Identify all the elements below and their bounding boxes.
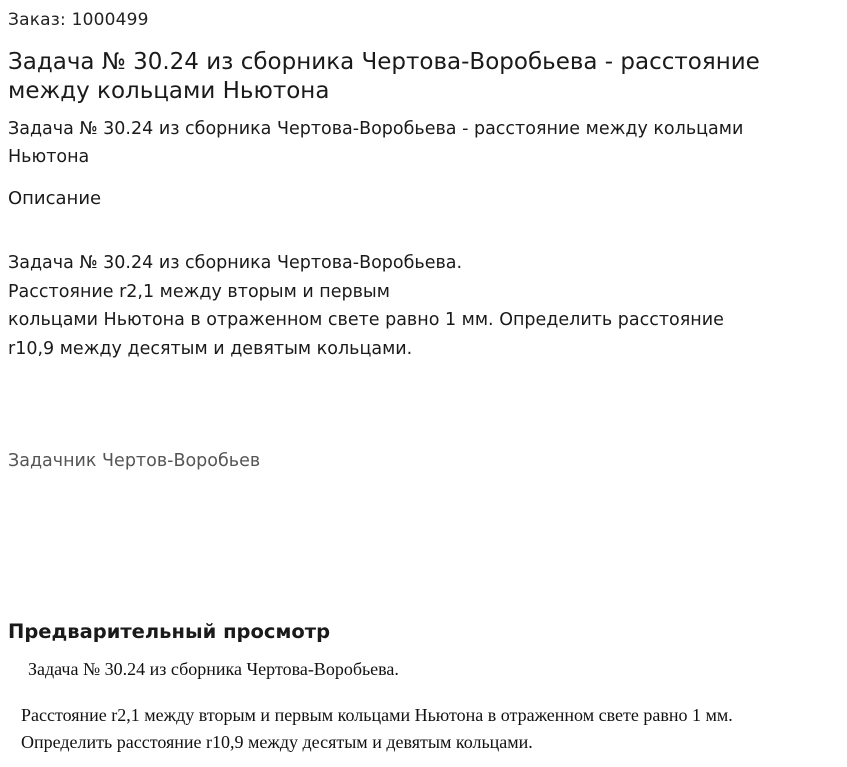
description-line: r10,9 между десятым и девятым кольцами. [8,338,413,359]
description-line: Расстояние r2,1 между вторым и первым [8,281,390,302]
description-body [8,249,828,363]
description-heading: Описание [8,188,102,209]
description-line: кольцами Ньютона в отраженном свете равно 1 мм. Определить расстояние [8,310,724,330]
preview-line: Определить расстояние r10,9 между десятым и девятым кольцами. [21,732,533,752]
description-line: Задача № 30.24 из сборника Чертова-Воробьева. [8,253,463,273]
preview-heading: Предварительный просмотр [8,620,331,643]
category-link[interactable]: Задачник Чертов-Воробьев [8,451,261,471]
product-title: Задача № 30.24 из сборника Чертова-Воробьева - расстояние между кольцами Ньютона [8,49,760,104]
preview-line: Задача № 30.24 из сборника Чертова-Воробьева. [28,659,399,679]
preview-line: Расстояние r2,1 между вторым и первым кольцами Ньютона в отраженном свете равно 1 мм. [21,705,733,725]
order-number: Заказ: 1000499 [8,10,149,30]
product-subtitle: Задача № 30.24 из сборника Чертова-Воробьева - расстояние между кольцами Ньютона [8,119,744,167]
